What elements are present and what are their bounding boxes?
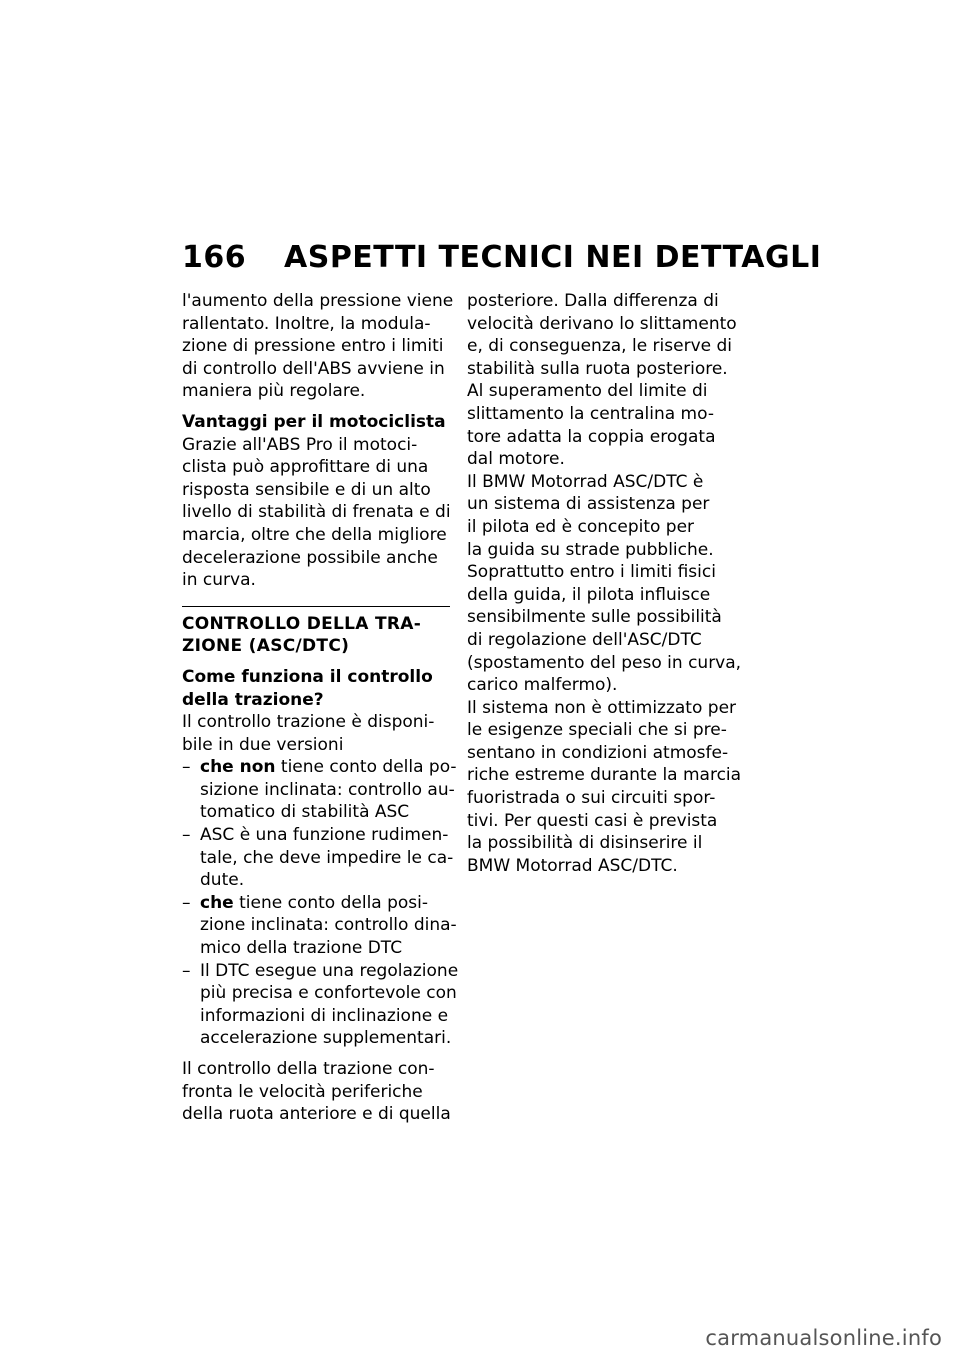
text-line: zione di pressione entro i limiti bbox=[182, 336, 444, 357]
section-title-line: ZIONE (ASC/DTC) bbox=[182, 636, 350, 657]
text-line: Il DTC esegue una regolazione bbox=[200, 960, 459, 981]
text-line: la guida su strade pubbliche. bbox=[467, 539, 714, 560]
comparison-paragraph bbox=[182, 1058, 452, 1126]
list-item bbox=[182, 960, 459, 1050]
text-line: più precisa e confortevole con bbox=[200, 983, 457, 1004]
text-line: della guida, il pilota influisce bbox=[467, 584, 711, 605]
subheading-advantages: Vantaggi per il motociclista bbox=[182, 411, 446, 432]
text-line: sizione inclinata: controllo au- bbox=[200, 779, 455, 800]
list-item bbox=[182, 824, 452, 892]
text-line: maniera più regolare. bbox=[182, 381, 366, 402]
text-line: della ruota anteriore e di quella bbox=[182, 1104, 451, 1125]
text-line: slittamento la centralina mo- bbox=[467, 403, 714, 424]
chapter-title: ASPETTI TECNICI NEI DETTAGLI bbox=[284, 240, 822, 275]
text-line: la possibilità di disinserire il bbox=[467, 833, 703, 854]
slip-paragraph bbox=[467, 290, 742, 471]
text-line: posteriore. Dalla differenza di bbox=[467, 291, 719, 311]
text-line: dal motore. bbox=[467, 449, 565, 470]
page-number: 166 bbox=[182, 240, 247, 275]
text-line: risposta sensibile e di un alto bbox=[182, 479, 431, 500]
text-line: accelerazione supplementari. bbox=[200, 1028, 452, 1049]
text-line: BMW Motorrad ASC/DTC. bbox=[467, 855, 678, 876]
bold-term: che bbox=[200, 892, 234, 913]
text-line: carico malfermo). bbox=[467, 675, 618, 696]
section-title-line: CONTROLLO DELLA TRA- bbox=[182, 613, 422, 634]
text-line: le esigenze speciali che si pre- bbox=[467, 720, 727, 741]
text-line: fronta le velocità periferiche bbox=[182, 1081, 423, 1102]
bullet-dash: – bbox=[182, 825, 191, 846]
bold-term: che non bbox=[200, 757, 276, 778]
text-line: marcia, oltre che della migliore bbox=[182, 524, 447, 545]
limitations-paragraph bbox=[467, 697, 742, 878]
text-line: decelerazione possibile anche bbox=[182, 547, 438, 568]
text-line: tiene conto della po- bbox=[275, 757, 457, 778]
text-line: sentano in condizioni atmosfe- bbox=[467, 742, 729, 763]
text-line: il pilota ed è concepito per bbox=[467, 516, 695, 537]
watermark: carmanualsonline.info bbox=[705, 1326, 942, 1350]
text-line: tale, che deve impedire le ca- bbox=[200, 847, 454, 868]
versions-paragraph bbox=[182, 711, 452, 756]
text-line: zione inclinata: controllo dina- bbox=[200, 915, 457, 936]
bullet-dash: – bbox=[182, 960, 191, 981]
section-divider bbox=[182, 606, 450, 607]
page-header bbox=[182, 240, 822, 280]
text-line: Il sistema non è ottimizzato per bbox=[467, 697, 737, 718]
text-line: tore adatta la coppia erogata bbox=[467, 426, 716, 447]
subheading-line: Come funziona il controllo bbox=[182, 666, 433, 687]
text-line: di controllo dell'ABS avviene in bbox=[182, 358, 445, 379]
right-column bbox=[467, 290, 742, 877]
text-line: di regolazione dell'ASC/DTC bbox=[467, 629, 702, 650]
list-item bbox=[182, 892, 457, 960]
subheading-line: della trazione? bbox=[182, 689, 324, 710]
text-line: Il BMW Motorrad ASC/DTC è bbox=[467, 471, 704, 492]
text-line: Il controllo della trazione con- bbox=[182, 1059, 435, 1079]
text-line: l'aumento della pressione viene bbox=[182, 291, 454, 311]
text-line: rallentato. Inoltre, la modula- bbox=[182, 313, 431, 334]
text-line: tomatico di stabilità ASC bbox=[200, 802, 410, 823]
text-line: ASC è una funzione rudimen- bbox=[200, 825, 449, 846]
text-line: bile in due versioni bbox=[182, 734, 344, 755]
text-line: riche estreme durante la marcia bbox=[467, 765, 742, 786]
section-title bbox=[182, 613, 452, 658]
subheading-how-it-works bbox=[182, 666, 452, 711]
text-line: Al superamento del limite di bbox=[467, 381, 708, 402]
bullet-dash: – bbox=[182, 892, 191, 913]
text-line: velocità derivano lo slittamento bbox=[467, 313, 737, 334]
intro-paragraph bbox=[182, 290, 452, 403]
text-line: stabilità sulla ruota posteriore. bbox=[467, 358, 728, 379]
text-line: livello di stabilità di frenata e di bbox=[182, 502, 451, 523]
text-line: fuoristrada o sui circuiti spor- bbox=[467, 788, 716, 809]
text-line: e, di conseguenza, le riserve di bbox=[467, 336, 733, 357]
text-line: (spostamento del peso in curva, bbox=[467, 652, 742, 673]
text-line: Grazie all'ABS Pro il motoci- bbox=[182, 434, 418, 455]
text-line: tivi. Per questi casi è prevista bbox=[467, 810, 718, 831]
bullet-dash: – bbox=[182, 757, 191, 778]
text-line: informazioni di inclinazione e bbox=[200, 1005, 449, 1026]
advantages-paragraph bbox=[182, 434, 452, 592]
text-line: un sistema di assistenza per bbox=[467, 494, 710, 515]
text-line: sensibilmente sulle possibilità bbox=[467, 607, 722, 628]
text-line: Soprattutto entro i limiti fisici bbox=[467, 562, 716, 583]
text-line: mico della trazione DTC bbox=[200, 938, 403, 959]
assistance-paragraph bbox=[467, 471, 742, 697]
text-line: clista può approfittare di una bbox=[182, 457, 429, 478]
text-line: Il controllo trazione è disponi- bbox=[182, 712, 435, 733]
list-item bbox=[182, 756, 457, 824]
bullet-list bbox=[182, 756, 459, 1050]
text-line: in curva. bbox=[182, 570, 256, 591]
text-line: tiene conto della posi- bbox=[233, 892, 429, 913]
text-line: dute. bbox=[200, 870, 245, 891]
left-column bbox=[182, 290, 459, 1126]
